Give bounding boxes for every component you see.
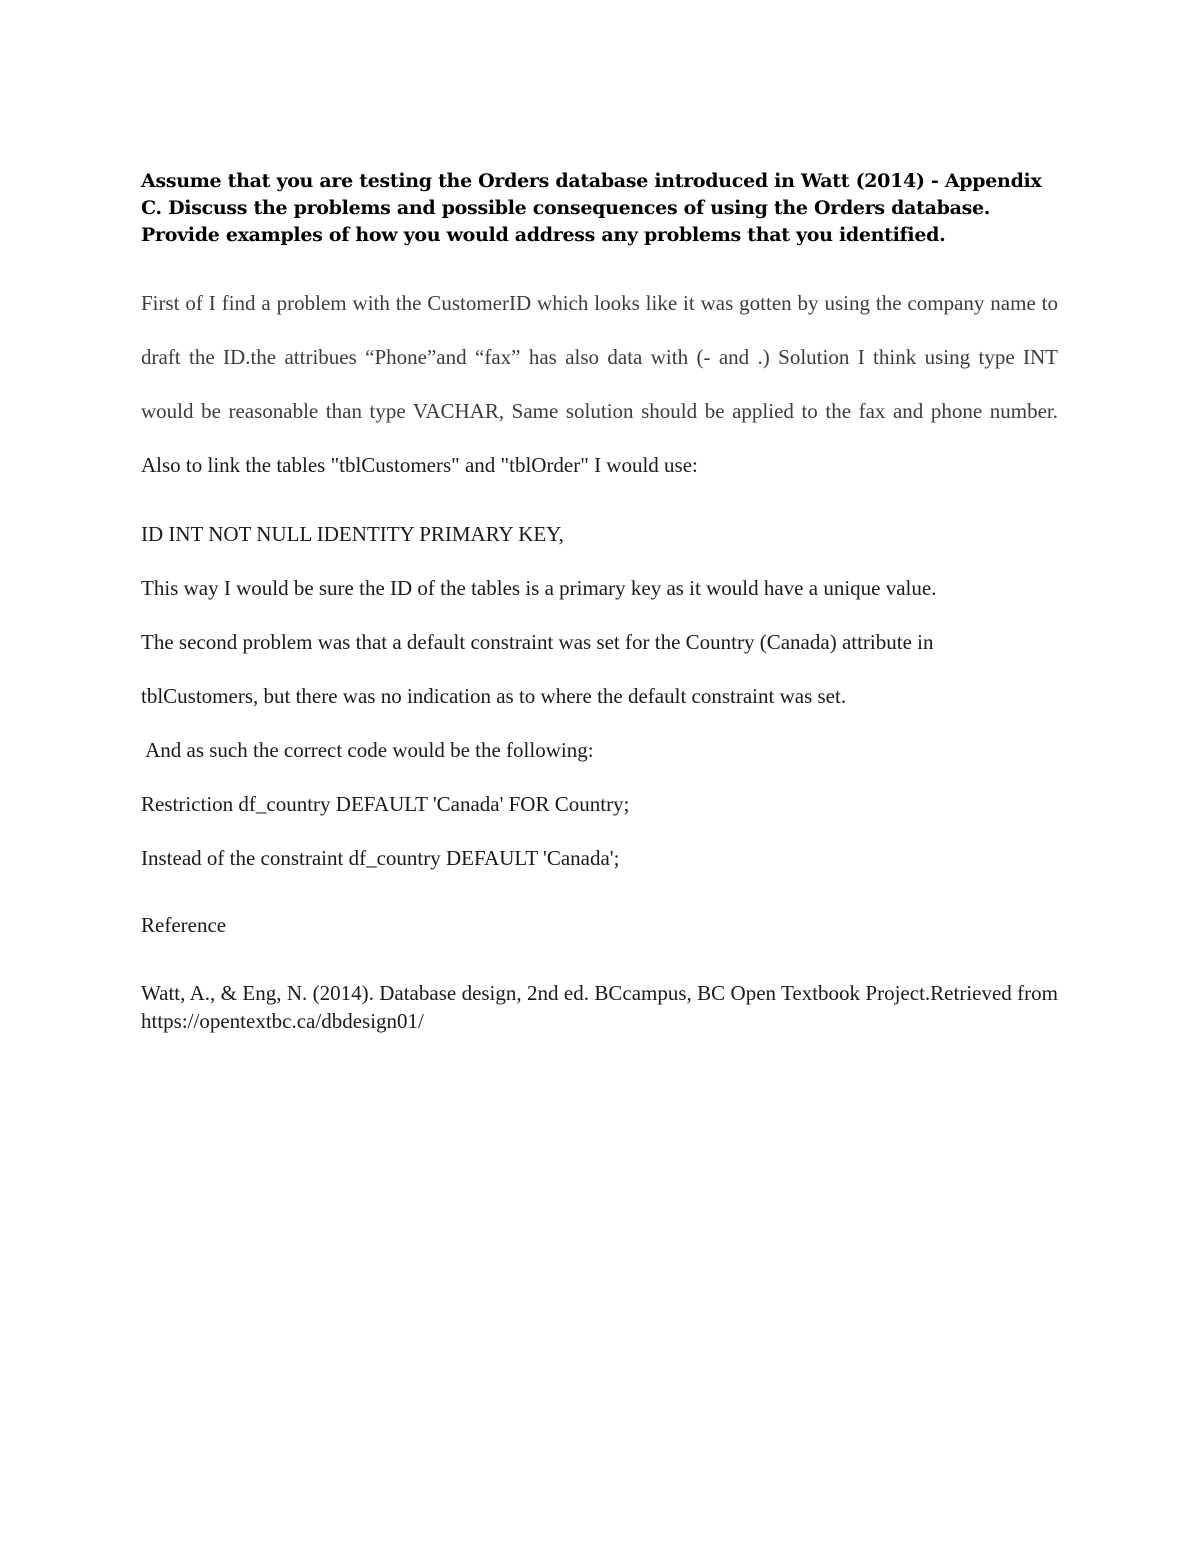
instead-code: Instead of the constraint df_country DEFAULT 'Canada'; xyxy=(141,846,620,870)
reference-heading: Reference xyxy=(141,913,227,937)
correct-code-intro: And as such the correct code would be the following: xyxy=(141,738,594,762)
answer-problem-text: First of I find a problem with the CustomerID which looks like it was gotten by using the company name to draft the ID.the attribues “Phone”and “fax” has also data with (- and .) Solution I think using type INT would be reasonable than type VACHAR, Same solution should be applied to the fax and phone number. xyxy=(141,291,1058,423)
primary-key-explanation: This way I would be sure the ID of the tables is a primary key as it would have a unique value. xyxy=(141,576,937,600)
second-problem-line-2: tblCustomers, but there was no indication as to where the default constraint was set. xyxy=(141,684,847,708)
second-problem-line-1: The second problem was that a default constraint was set for the Country (Canada) attribute in xyxy=(141,630,934,654)
document-page xyxy=(141,168,1058,1035)
question-heading: Assume that you are testing the Orders database introduced in Watt (2014) - Appendix C. Discuss the problems and possible consequences of using the Orders database. Provide examples of how you would address any problems that you identified. xyxy=(141,170,1042,246)
correct-code: Restriction df_country DEFAULT 'Canada' FOR Country; xyxy=(141,792,630,816)
answer-link-tables-text: Also to link the tables "tblCustomers" and "tblOrder" I would use: xyxy=(141,453,698,477)
answer-paragraph xyxy=(141,276,1058,492)
reference-citation: Watt, A., & Eng, N. (2014). Database design, 2nd ed. BCcampus, BC Open Textbook Project.Retrieved from https://opentextbc.ca/dbdesign01/ xyxy=(141,981,1058,1033)
primary-key-code: ID INT NOT NULL IDENTITY PRIMARY KEY, xyxy=(141,522,564,546)
